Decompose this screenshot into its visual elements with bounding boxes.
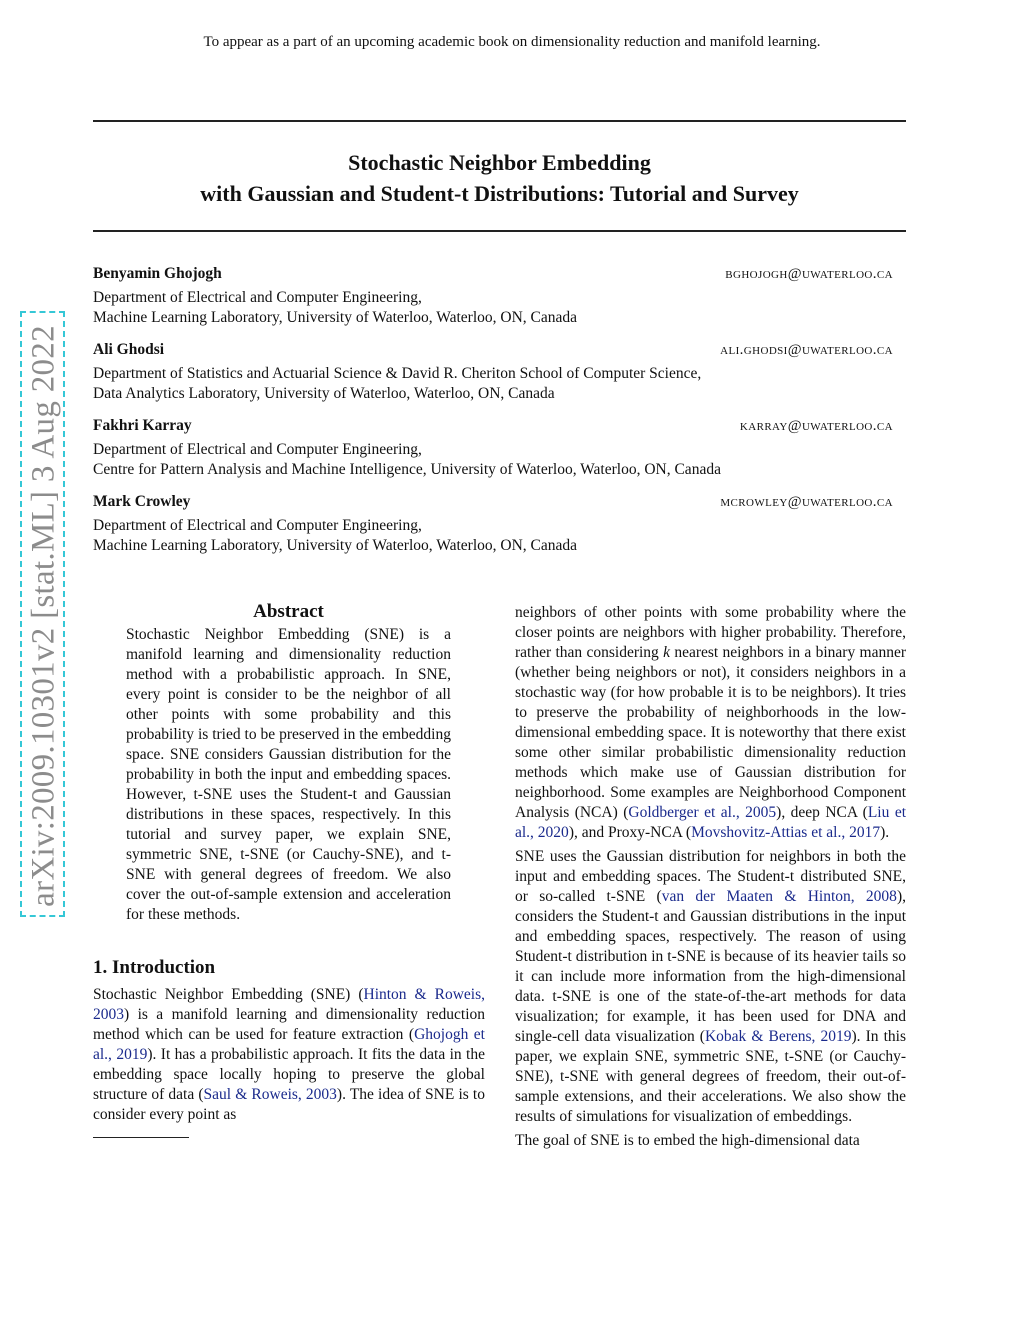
citation-link[interactable]: Movshovitz-Attias et al., 2017 — [691, 824, 881, 841]
text-run: ), considers the Student-t and Gaussian distributions in the input and embedding spaces, respectively. The reason of using Student-t distribution in t-SNE is because of its heavier tails so it can include more information from the high-dimensional data. t-SNE is one of the state-of-the-art methods for data visualization; for example, it has been used for DNA and single-cell data visualization ( — [515, 888, 906, 1045]
title-rule-bottom — [93, 230, 906, 232]
footnote-rule — [93, 1137, 189, 1138]
text-run: Stochastic Neighbor Embedding (SNE) ( — [93, 986, 364, 1003]
author-email[interactable]: ali.ghodsi@uwaterloo.ca — [720, 342, 893, 358]
author-email[interactable]: karray@uwaterloo.ca — [739, 418, 893, 434]
author-block — [93, 340, 893, 404]
author-affiliation: Data Analytics Laboratory, University of Waterloo, Waterloo, ON, Canada — [93, 385, 555, 402]
author-name: Fakhri Karray — [93, 417, 192, 434]
citation-link[interactable]: Kobak & Berens, 2019 — [704, 1028, 852, 1045]
author-affiliation: Centre for Pattern Analysis and Machine Intelligence, University of Waterloo, Waterloo, ON, Canada — [93, 461, 721, 478]
text-run: ), deep NCA ( — [776, 804, 868, 821]
author-block — [93, 416, 893, 480]
arxiv-id: arXiv:2009.10301v2 [stat.ML] 3 Aug 2022 — [25, 325, 62, 907]
text-run: neighbors of other points with some probability where the closer points are neighbors with higher probability. Therefore, rather than considering — [515, 604, 906, 661]
section-heading-introduction: 1. Introduction — [93, 957, 216, 978]
introduction-paragraph — [93, 985, 485, 1125]
paragraph — [515, 603, 906, 843]
citation-link[interactable]: Goldberger et al., 2005 — [628, 804, 777, 821]
paragraph: The goal of SNE is to embed the high-dimensional data — [515, 1132, 860, 1149]
author-block — [93, 264, 893, 328]
author-name: Mark Crowley — [93, 493, 191, 510]
title-line-2: with Gaussian and Student-t Distributions: Tutorial and Survey — [200, 181, 799, 206]
text-run: ) is a manifold learning and dimensionality reduction method which can be used for feature extraction ( — [93, 1006, 485, 1043]
math-k: k — [663, 644, 671, 661]
author-affiliation: Department of Electrical and Computer Engineering, — [93, 517, 422, 534]
text-run: ). It has a probabilistic approach. It fits the data in the embedding space locally hoping to preserve the global structure of data ( — [93, 1046, 485, 1103]
author-affiliation: Department of Electrical and Computer Engineering, — [93, 289, 422, 306]
author-email[interactable]: mcrowley@uwaterloo.ca — [720, 494, 893, 510]
arxiv-stamp[interactable] — [20, 311, 65, 917]
title-line-1: Stochastic Neighbor Embedding — [348, 150, 651, 175]
author-block — [93, 492, 893, 556]
author-name: Ali Ghodsi — [93, 341, 165, 358]
author-affiliation: Department of Statistics and Actuarial Science & David R. Cheriton School of Computer Science, — [93, 365, 702, 382]
paragraph — [515, 847, 906, 1127]
title-rule-top — [93, 120, 906, 122]
text-run: ). The idea of SNE is to consider every point as — [93, 1086, 485, 1123]
author-affiliation: Machine Learning Laboratory, University of Waterloo, Waterloo, ON, Canada — [93, 537, 578, 554]
header-note: To appear as a part of an upcoming academic book on dimensionality reduction and manifold learning. — [203, 34, 821, 50]
author-name: Benyamin Ghojogh — [93, 265, 222, 282]
citation-link[interactable]: Ghojogh et al., 2019 — [93, 1026, 485, 1063]
citation-link[interactable]: Liu et al., 2020 — [515, 804, 907, 841]
citation-link[interactable]: Hinton & Roweis, 2003 — [93, 986, 485, 1023]
abstract-text: Stochastic Neighbor Embedding (SNE) is a manifold learning and dimensionality reduction method with a probabilistic approach. In SNE, every point is consider to be the neighbor of all other points with some probability and this probability is tried to be preserved in the embedding space. SNE considers Gaussian distribution for the probability in both the input and embedding spaces. However, t-SNE uses the Student-t and Gaussian distributions in these spaces, respectively. In this tutorial and survey paper, we explain SNE, symmetric SNE, t-SNE (or Cauchy-SNE), and t-SNE with general degrees of freedom. We also cover the out-of-sample extension and acceleration for these methods. — [126, 626, 451, 923]
text-run: SNE uses the Gaussian distribution for neighbors in both the input and embedding spaces. The Student-t distributed SNE, or so-called t-SNE ( — [515, 848, 906, 905]
author-affiliation: Department of Electrical and Computer Engineering, — [93, 441, 422, 458]
author-affiliation: Machine Learning Laboratory, University of Waterloo, Waterloo, ON, Canada — [93, 309, 578, 326]
text-run: ). In this paper, we explain SNE, symmetric SNE, t-SNE (or Cauchy-SNE), t-SNE with general degrees of freedom, their out-of-sample extensions, and their accelerations. We also show the results of simulations for visualization of embeddings. — [515, 1028, 906, 1125]
abstract-heading: Abstract — [253, 601, 324, 622]
paper-title — [93, 147, 906, 209]
citation-link[interactable]: Saul & Roweis, 2003 — [203, 1086, 337, 1103]
citation-link[interactable]: van der Maaten & Hinton, 2008 — [661, 888, 897, 905]
right-column — [515, 603, 906, 1155]
author-email[interactable]: bghojogh@uwaterloo.ca — [725, 266, 893, 282]
text-run: nearest neighbors in a binary manner (whether being neighbors or not), it considers neighbors in a stochastic way (for how probable it is to be neighbors). It tries to preserve the probability of neighborhoods in the low-dimensional embedding space. It is noteworthy that there exist some other similar probabilistic dimensionality reduction methods which make use of Gaussian distribution for neighborhood. Some examples are Neighborhood Component Analysis (NCA) ( — [515, 644, 907, 821]
text-run: ), and Proxy-NCA ( — [568, 824, 692, 841]
text-run: ). — [880, 824, 890, 841]
